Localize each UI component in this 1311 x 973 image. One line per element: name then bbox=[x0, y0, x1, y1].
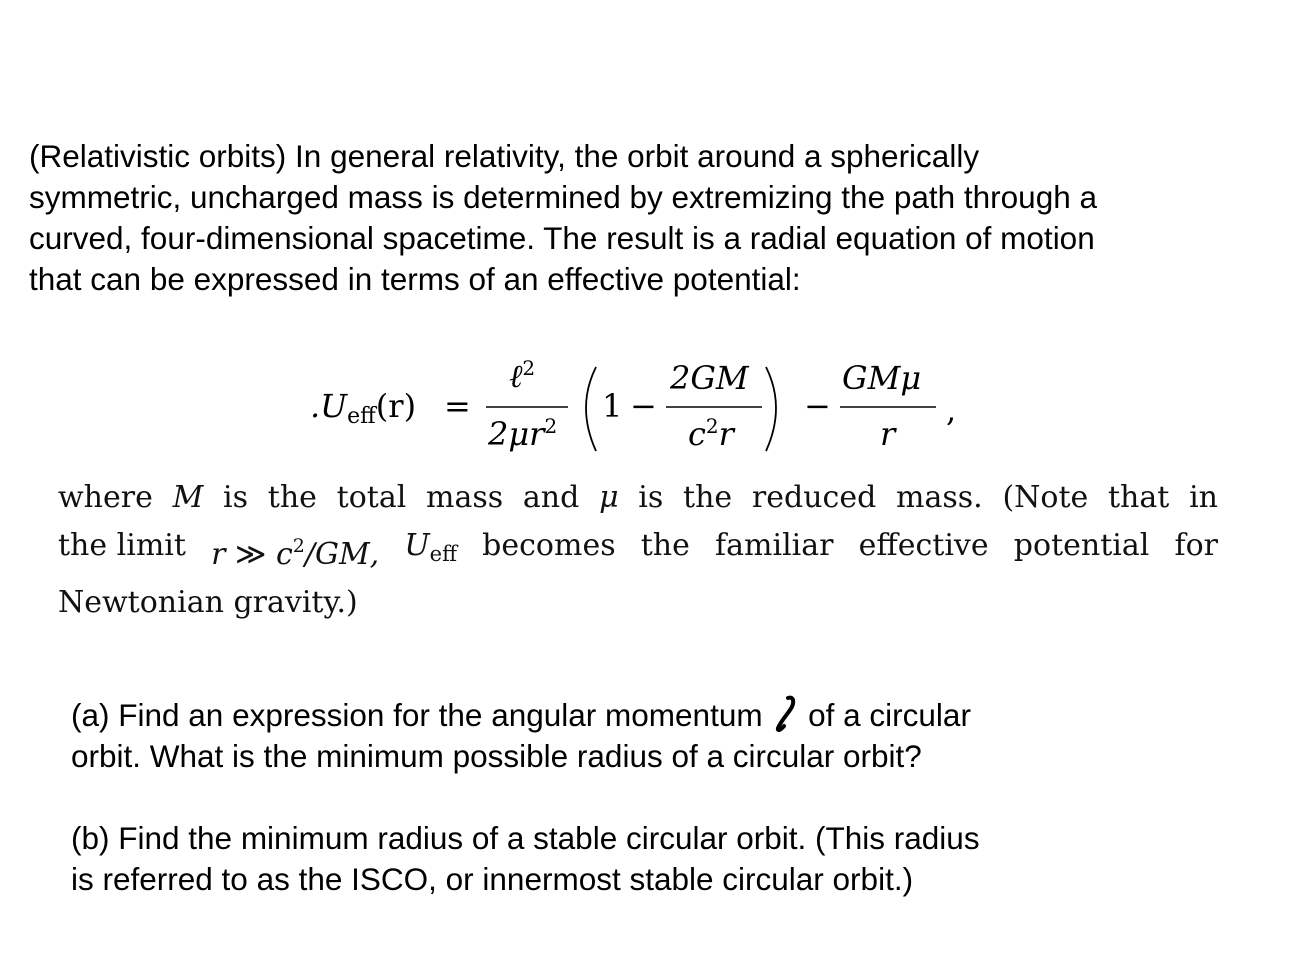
eq-frac3-numerator: GMμ bbox=[842, 359, 922, 397]
eq-frac2-numerator: 2GM bbox=[670, 359, 749, 397]
eq-minus-inner: − bbox=[630, 387, 657, 425]
part-b-question bbox=[71, 818, 1171, 900]
eq-left-paren bbox=[586, 367, 596, 451]
part-a-line-2: orbit. What is the minimum possible radius of a circular orbit? bbox=[71, 738, 922, 774]
eq-minus-outer: − bbox=[804, 387, 831, 425]
part-b-line-1: (b) Find the minimum radius of a stable circular orbit. (This radius bbox=[71, 820, 980, 856]
where-paragraph bbox=[58, 474, 1218, 627]
eq-frac1-denominator: $2\mu r^2$ bbox=[488, 414, 558, 453]
intro-paragraph bbox=[29, 136, 1289, 300]
eq-equals: = bbox=[444, 387, 471, 425]
intro-line: symmetric, uncharged mass is determined by extremizing the path through a bbox=[29, 179, 1098, 215]
eq-frac2-denominator: $c^2r$ bbox=[688, 414, 734, 453]
equation-svg bbox=[310, 355, 990, 460]
where-line-3: Newtonian gravity.) bbox=[58, 585, 358, 620]
where-line-2: the limit r ≫ $c^2/GM$, $U_{eff}$ becomes the familiar effective potential for bbox=[58, 528, 1218, 572]
eq-frac1-numerator: ℓ$^2$ bbox=[509, 356, 536, 395]
eq-lhs: .Ueff(r) bbox=[310, 387, 417, 429]
part-a-question bbox=[71, 695, 1171, 777]
effective-potential-equation bbox=[310, 355, 990, 460]
eq-one: 1 bbox=[602, 387, 623, 425]
intro-line: (Relativistic orbits) In general relativity, the orbit around a spherically bbox=[29, 138, 980, 174]
part-b-line-2: is referred to as the ISCO, or innermost stable circular orbit.) bbox=[71, 861, 914, 897]
where-line-1: where M is the total mass and μ is the reduced mass. (Note that in bbox=[58, 480, 1218, 515]
handwritten-ell-symbol bbox=[771, 695, 799, 733]
eq-right-paren bbox=[766, 367, 776, 451]
part-a-line-1: (a) Find an expression for the angular momentum of a circular bbox=[71, 697, 971, 733]
eq-trailing-comma: , bbox=[946, 391, 957, 429]
eq-frac3-denominator: r bbox=[880, 415, 896, 453]
intro-line: that can be expressed in terms of an effective potential: bbox=[29, 261, 801, 297]
intro-line: curved, four-dimensional spacetime. The result is a radial equation of motion bbox=[29, 220, 1095, 256]
